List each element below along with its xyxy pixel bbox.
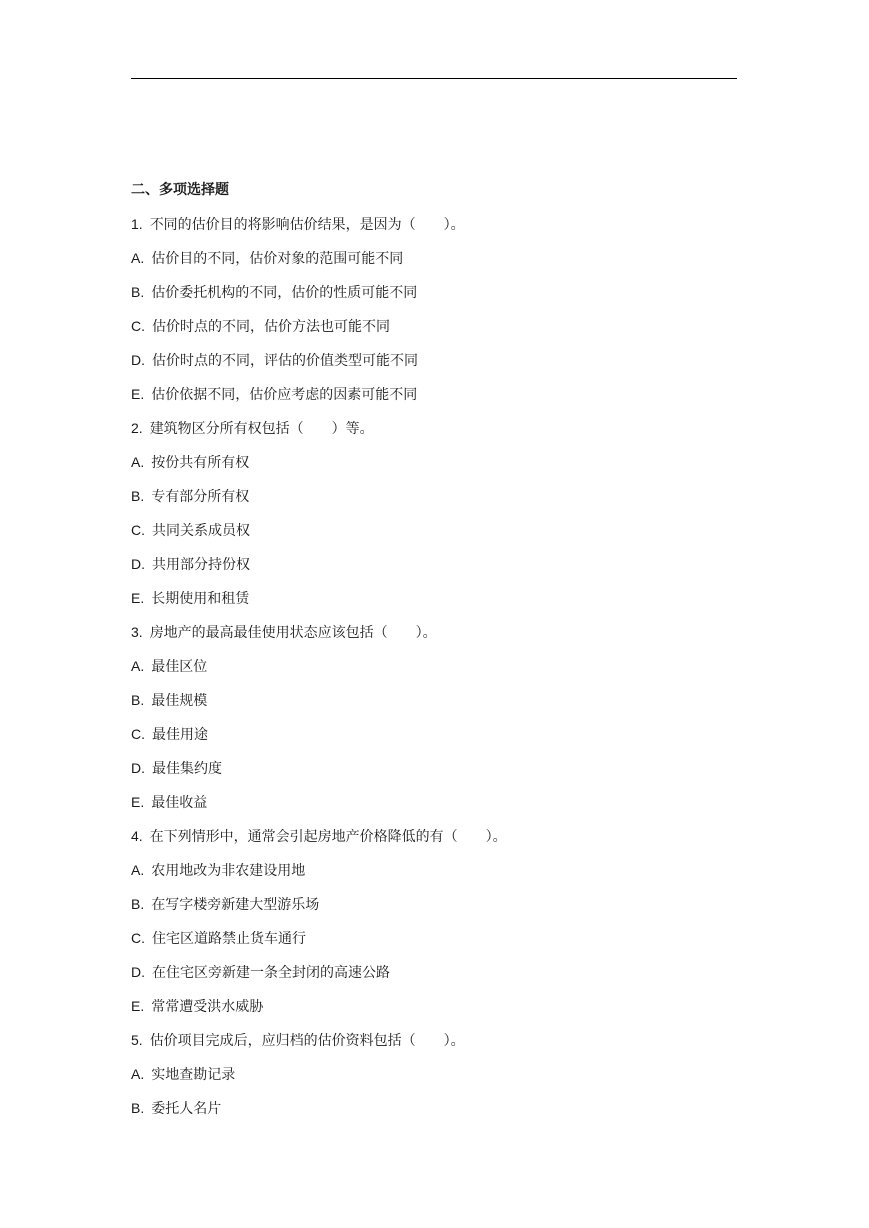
option-marker: B. [131, 284, 145, 300]
option-marker: C. [131, 522, 145, 538]
question-stem [131, 824, 737, 848]
option-item [131, 756, 737, 780]
option-marker: B. [131, 692, 145, 708]
question-stem [131, 212, 737, 236]
question-number: 2. [131, 420, 143, 436]
option-item [131, 450, 737, 474]
question-text: 房地产的最高最佳使用状态应该包括（ ）。 [149, 625, 437, 641]
question-stem [131, 620, 737, 644]
option-text: 估价时点的不同，评估的价值类型可能不同 [152, 353, 418, 369]
option-item [131, 586, 737, 610]
option-item [131, 960, 737, 984]
option-text: 实地查勘记录 [151, 1067, 236, 1083]
option-text: 在住宅区旁新建一条全封闭的高速公路 [152, 965, 390, 981]
option-marker: B. [131, 1100, 145, 1116]
option-text: 最佳用途 [152, 727, 208, 743]
option-text: 估价时点的不同，估价方法也可能不同 [152, 319, 390, 335]
option-item [131, 654, 737, 678]
option-item [131, 518, 737, 542]
option-text: 最佳收益 [151, 795, 208, 811]
option-text: 在写字楼旁新建大型游乐场 [151, 897, 320, 913]
option-item [131, 858, 737, 882]
question-section [131, 178, 737, 1130]
question-text: 建筑物区分所有权包括（ ）等。 [149, 421, 374, 437]
option-text: 农用地改为非农建设用地 [151, 863, 306, 879]
option-text: 共用部分持份权 [152, 557, 250, 573]
option-text: 估价目的不同，估价对象的范围可能不同 [151, 251, 404, 267]
option-marker: C. [131, 930, 145, 946]
option-text: 估价委托机构的不同，估价的性质可能不同 [151, 285, 418, 301]
option-item [131, 314, 737, 338]
option-marker: B. [131, 896, 145, 912]
option-marker: D. [131, 352, 145, 368]
option-text: 长期使用和租赁 [151, 591, 250, 607]
section-title: 二、多项选择题 [131, 182, 229, 198]
option-marker: E. [131, 794, 145, 810]
question-stem [131, 1028, 737, 1052]
header-rule [131, 78, 737, 79]
option-text: 住宅区道路禁止货车通行 [152, 931, 306, 947]
option-text: 最佳规模 [151, 693, 208, 709]
option-text: 估价依据不同，估价应考虑的因素可能不同 [151, 387, 418, 403]
option-item [131, 552, 737, 576]
option-marker: A. [131, 658, 145, 674]
option-marker: A. [131, 454, 145, 470]
option-item [131, 1096, 737, 1120]
option-item [131, 348, 737, 372]
option-item [131, 790, 737, 814]
option-marker: A. [131, 862, 145, 878]
option-marker: D. [131, 964, 145, 980]
question-text: 在下列情形中，通常会引起房地产价格降低的有（ ）。 [149, 829, 507, 845]
option-item [131, 892, 737, 916]
option-marker: E. [131, 590, 145, 606]
option-item [131, 722, 737, 746]
option-item [131, 484, 737, 508]
option-text: 共同关系成员权 [152, 523, 250, 539]
option-item [131, 688, 737, 712]
option-item [131, 382, 737, 406]
question-number: 3. [131, 624, 143, 640]
option-text: 常常遭受洪水威胁 [151, 999, 264, 1015]
option-item [131, 926, 737, 950]
option-item [131, 1062, 737, 1086]
question-text: 估价项目完成后，应归档的估价资料包括（ ）。 [149, 1033, 465, 1049]
option-text: 最佳区位 [151, 659, 208, 675]
option-text: 最佳集约度 [152, 761, 222, 777]
option-text: 按份共有所有权 [151, 455, 250, 471]
option-item [131, 246, 737, 270]
option-marker: D. [131, 760, 145, 776]
question-number: 1. [131, 216, 143, 232]
option-marker: C. [131, 318, 145, 334]
option-marker: A. [131, 250, 145, 266]
option-item [131, 994, 737, 1018]
option-text: 专有部分所有权 [151, 489, 250, 505]
option-marker: E. [131, 386, 145, 402]
question-stem [131, 416, 737, 440]
option-marker: B. [131, 488, 145, 504]
option-marker: C. [131, 726, 145, 742]
option-marker: E. [131, 998, 145, 1014]
question-number: 5. [131, 1032, 143, 1048]
option-item [131, 280, 737, 304]
option-text: 委托人名片 [151, 1101, 222, 1117]
option-marker: A. [131, 1066, 145, 1082]
question-number: 4. [131, 828, 143, 844]
option-marker: D. [131, 556, 145, 572]
question-text: 不同的估价目的将影响估价结果，是因为（ ）。 [149, 217, 465, 233]
